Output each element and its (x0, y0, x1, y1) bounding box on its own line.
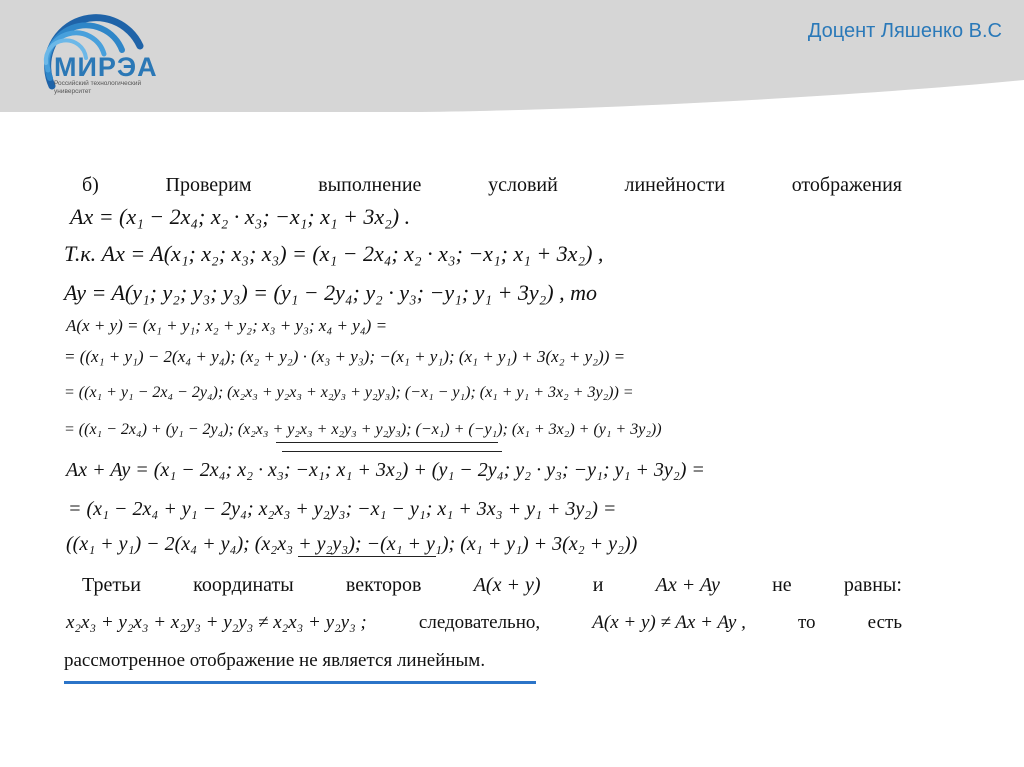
formula-line-1: Ax = (x₁ − 2x₄; x₂ · x₃; −x₁; x₁ + 3x₂) . (70, 204, 411, 229)
formula-line-7: = ((x₁ − 2x₄) + (y₁ − 2y₄); (x₂x₃ + y₂x₃ + x₂y₃ + y₂y₃); (−x₁) + (−y₁); (x₁ + 3x₂) + (y₁ + 3y₂)) (64, 421, 662, 438)
underline-mark (298, 556, 436, 557)
author-name: Доцент Ляшенко В.С (807, 20, 1002, 42)
text-word: A(x + y) ≠ Ax + Ay , (592, 612, 746, 633)
inequality-line (66, 612, 902, 634)
intro-word: отображения (791, 174, 902, 196)
text-word: равны: (843, 574, 902, 596)
intro-word: выполнение (318, 174, 422, 196)
text-word: следовательно, (418, 612, 541, 633)
text-word: координаты (193, 574, 294, 596)
underline-mark (276, 442, 498, 443)
formula-line-3: Ay = A(y₁; y₂; y₃; y₃) = (y₁ − 2y₄; y₂ · y₃; −y₁; y₁ + 3y₂) , то (64, 280, 597, 305)
intro-word: условий (488, 174, 558, 196)
text-word: то (797, 612, 816, 633)
text-word: векторов (345, 574, 422, 596)
formula-line-4: A(x + y) = (x₁ + y₁; x₂ + y₂; x₃ + y₃; x₄ + y₄) = (66, 316, 388, 335)
logo-text: МИРЭА (54, 52, 158, 82)
text-word: x₂x₃ + y₂x₃ + x₂y₃ + y₂y₃ ≠ x₂x₃ + y₂y₃ ; (66, 612, 367, 633)
text-word: не (772, 574, 792, 596)
conclusion-text: рассмотренное отображение не является линейным. (64, 650, 486, 671)
text-word: A(x + y) (473, 574, 541, 596)
formula-line-2: Т.к. Ax = A(x₁; x₂; x₃; x₃) = (x₁ − 2x₄; x₂ · x₃; −x₁; x₁ + 3x₂) , (64, 241, 604, 266)
intro-line (82, 174, 902, 197)
formula-line-5: = ((x₁ + y₁) − 2(x₄ + y₄); (x₂ + y₂) · (x₃ + y₃); −(x₁ + y₁); (x₁ + y₁) + 3(x₂ + y₂)) = (64, 347, 626, 366)
formula-line-8: Ax + Ay = (x₁ − 2x₄; x₂ · x₃; −x₁; x₁ + 3x₂) + (y₁ − 2y₄; y₂ · y₃; −y₁; y₁ + 3y₂) = (66, 459, 705, 481)
divider-line (282, 451, 502, 452)
text-word: есть (867, 612, 902, 633)
formula-line-9: = (x₁ − 2x₄ + y₁ − 2y₄; x₂x₃ + y₂y₃; −x₁ − y₁; x₁ + 3x₃ + y₁ + 3y₂) = (68, 498, 617, 520)
text-word: и (592, 574, 604, 596)
formula-line-10: ((x₁ + y₁) − 2(x₄ + y₄); (x₂x₃ + y₂y₃); −(x₁ + y₁); (x₁ + y₁) + 3(x₂ + y₂)) (66, 533, 638, 555)
formula-line-6: = ((x₁ + y₁ − 2x₄ − 2y₄); (x₂x₃ + y₂x₃ + x₂y₃ + y₂y₃); (−x₁ − y₁); (x₁ + y₁ + 3x₂ + 3y₂)) = (64, 384, 634, 401)
blue-underline (64, 681, 536, 684)
intro-word: линейности (624, 174, 725, 196)
text-word: Третьи (82, 574, 141, 596)
intro-word: б) (82, 174, 99, 196)
text-word: Ax + Ay (655, 574, 720, 596)
logo-subtitle: Российский технологический университет (54, 80, 142, 95)
intro-word: Проверим (165, 174, 252, 196)
third-coordinates-line (82, 574, 902, 597)
